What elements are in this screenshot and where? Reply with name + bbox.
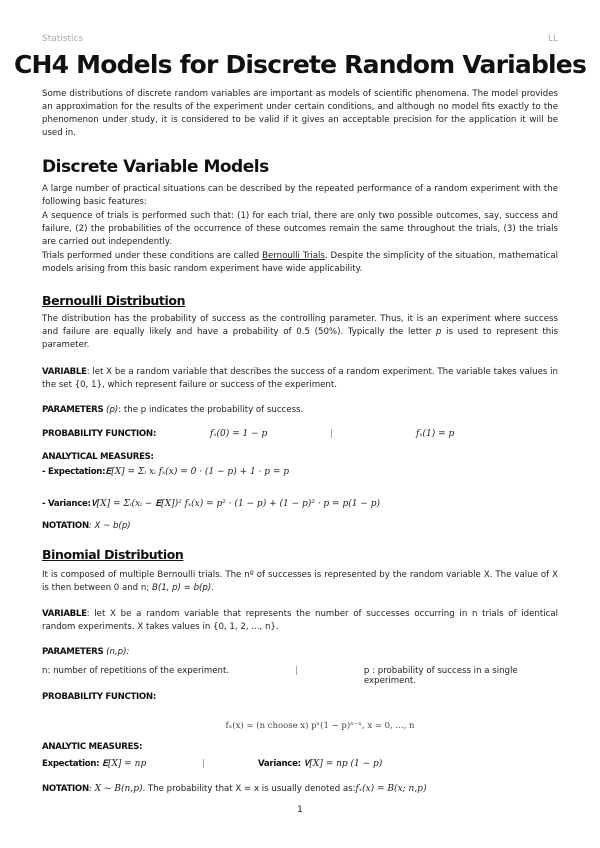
- label: VARIABLE: [42, 367, 87, 377]
- formula: 𝐄[X] = Σᵢ xᵢ fₓ(x) = 0 · (1 − p) + 1 · p = p: [105, 467, 290, 477]
- bernoulli-trials-link[interactable]: Bernoulli Trials: [262, 251, 325, 261]
- formula: fₓ(x) = B(x; n,p): [355, 784, 427, 794]
- formula: fₓ(1) = p: [416, 429, 455, 439]
- text: . The probability that X = x is usually denoted as:: [142, 784, 356, 794]
- binomial-probability-formula: fₓ(x) = (n choose x) pˣ(1 − p)ⁿ⁻ˣ, x = 0, ..., n: [225, 721, 415, 731]
- formula: fₓ(0) = 1 − p: [210, 429, 268, 439]
- text: : X ~ b(p): [88, 521, 131, 531]
- text: B(1, p) = b(p).: [151, 583, 214, 593]
- text: p: [435, 327, 442, 337]
- binomial-parameters: [42, 646, 558, 659]
- formula: : X ~ B(n,p): [88, 784, 143, 794]
- binomial-description: [42, 569, 558, 595]
- bernoulli-notation: [42, 520, 558, 533]
- label: NOTATION: [42, 784, 89, 794]
- separator: |: [295, 666, 298, 676]
- bernoulli-analytical-measures: ANALYTICAL MEASURES:: [42, 452, 154, 462]
- label: Expectation:: [42, 759, 102, 769]
- bernoulli-variance: [42, 499, 558, 509]
- formula: 𝐕[X] = Σᵢ(xᵢ − 𝐄[X])² fₓ(x) = p² · (1 − p) + (1 − p)² · p = p(1 − p): [90, 499, 380, 509]
- param-n: n: number of repetitions of the experiment.: [42, 666, 230, 676]
- label: PARAMETERS: [42, 405, 104, 415]
- section1-paragraph-3: [42, 250, 558, 276]
- binomial-variance: [258, 759, 382, 769]
- label: PARAMETERS: [42, 647, 104, 657]
- binomial-variable: [42, 608, 558, 634]
- label: VARIABLE: [42, 609, 87, 619]
- text: : let X be a random variable that represents the number of successes occurring in n trials of identical random experiments. X takes values in {0, 1, 2, ..., n}.: [42, 609, 558, 632]
- section-heading-bernoulli: Bernoulli Distribution: [42, 293, 186, 308]
- section1-paragraph-2: A sequence of trials is performed such that: (1) for each trial, there are only two possible outcomes, say, success and failure, (2) the probabilities of the occurrence of these outcomes remain the same throughout the trials, (3) the trials are carried out independently.: [42, 211, 558, 247]
- section-heading-binomial: Binomial Distribution: [42, 547, 184, 562]
- text: . Despite the simplicity of the situation, mathematical models arising from this basic random experiment have wide applicability.: [42, 251, 558, 274]
- separator: |: [330, 429, 333, 439]
- header-author: LL: [547, 34, 558, 44]
- bernoulli-description: [42, 313, 558, 352]
- text: It is composed of multiple Bernoulli trials. The nº of successes is represented by the random variable X. The value of X is then between 0 and n;: [42, 570, 558, 593]
- page-number: 1: [297, 805, 303, 815]
- binomial-analytic-measures: ANALYTIC MEASURES:: [42, 742, 143, 752]
- binomial-expectation: [42, 759, 202, 769]
- bernoulli-probability-function: [42, 429, 558, 439]
- label: NOTATION: [42, 521, 89, 531]
- text: Trials performed under these conditions are called: [42, 251, 263, 261]
- param-p: p : probability of success in a single experiment.: [363, 666, 518, 686]
- label: Variance:: [258, 759, 304, 769]
- header-subject: Statistics: [42, 34, 84, 44]
- binomial-parameter-list: [42, 666, 558, 686]
- text: The distribution has the probability of success as the controlling parameter. Thus, it is an experiment where success and failure are equally likely and have a probability of 0.5 (50%). Typically the letter: [42, 314, 558, 337]
- binomial-notation: [42, 784, 558, 794]
- text: (p): [103, 405, 119, 415]
- section1-paragraph-1: A large number of practical situations can be described by the repeated performance of a random experiment with the following basic features:: [42, 184, 558, 207]
- bernoulli-variable: [42, 366, 558, 392]
- bernoulli-parameters: [42, 404, 558, 417]
- bernoulli-expectation: [42, 467, 558, 477]
- formula: 𝐕[X] = np (1 − p): [303, 759, 383, 769]
- section-heading-discrete-models: Discrete Variable Models: [42, 157, 269, 177]
- formula: 𝐄[X] = np: [102, 759, 147, 769]
- text: (n,p):: [103, 647, 130, 657]
- label: - Expectation:: [42, 467, 106, 477]
- text: : the p indicates the probability of success.: [118, 405, 304, 415]
- separator: |: [202, 759, 205, 769]
- text: : let X be a random variable that describes the success of a random experiment. The variable takes values in the set {0, 1}, which represent failure or success of the experiment.: [42, 367, 558, 390]
- intro-paragraph: Some distributions of discrete random variables are important as models of scientific phenomena. The model provides an approximation for the results of the experiment under certain conditions, and although no model fits exactly to the phenomenon under study, it is considered to be valid if it gives an acceptable precision for the application it will be used in.: [42, 89, 558, 138]
- label: PROBABILITY FUNCTION:: [42, 429, 156, 439]
- page-title: CH4 Models for Discrete Random Variables: [13, 50, 587, 79]
- label: - Variance:: [42, 499, 91, 509]
- binomial-measures: [42, 759, 558, 769]
- text: is used to represent this parameter.: [42, 327, 558, 350]
- binomial-probability-function-label: PROBABILITY FUNCTION:: [42, 692, 156, 702]
